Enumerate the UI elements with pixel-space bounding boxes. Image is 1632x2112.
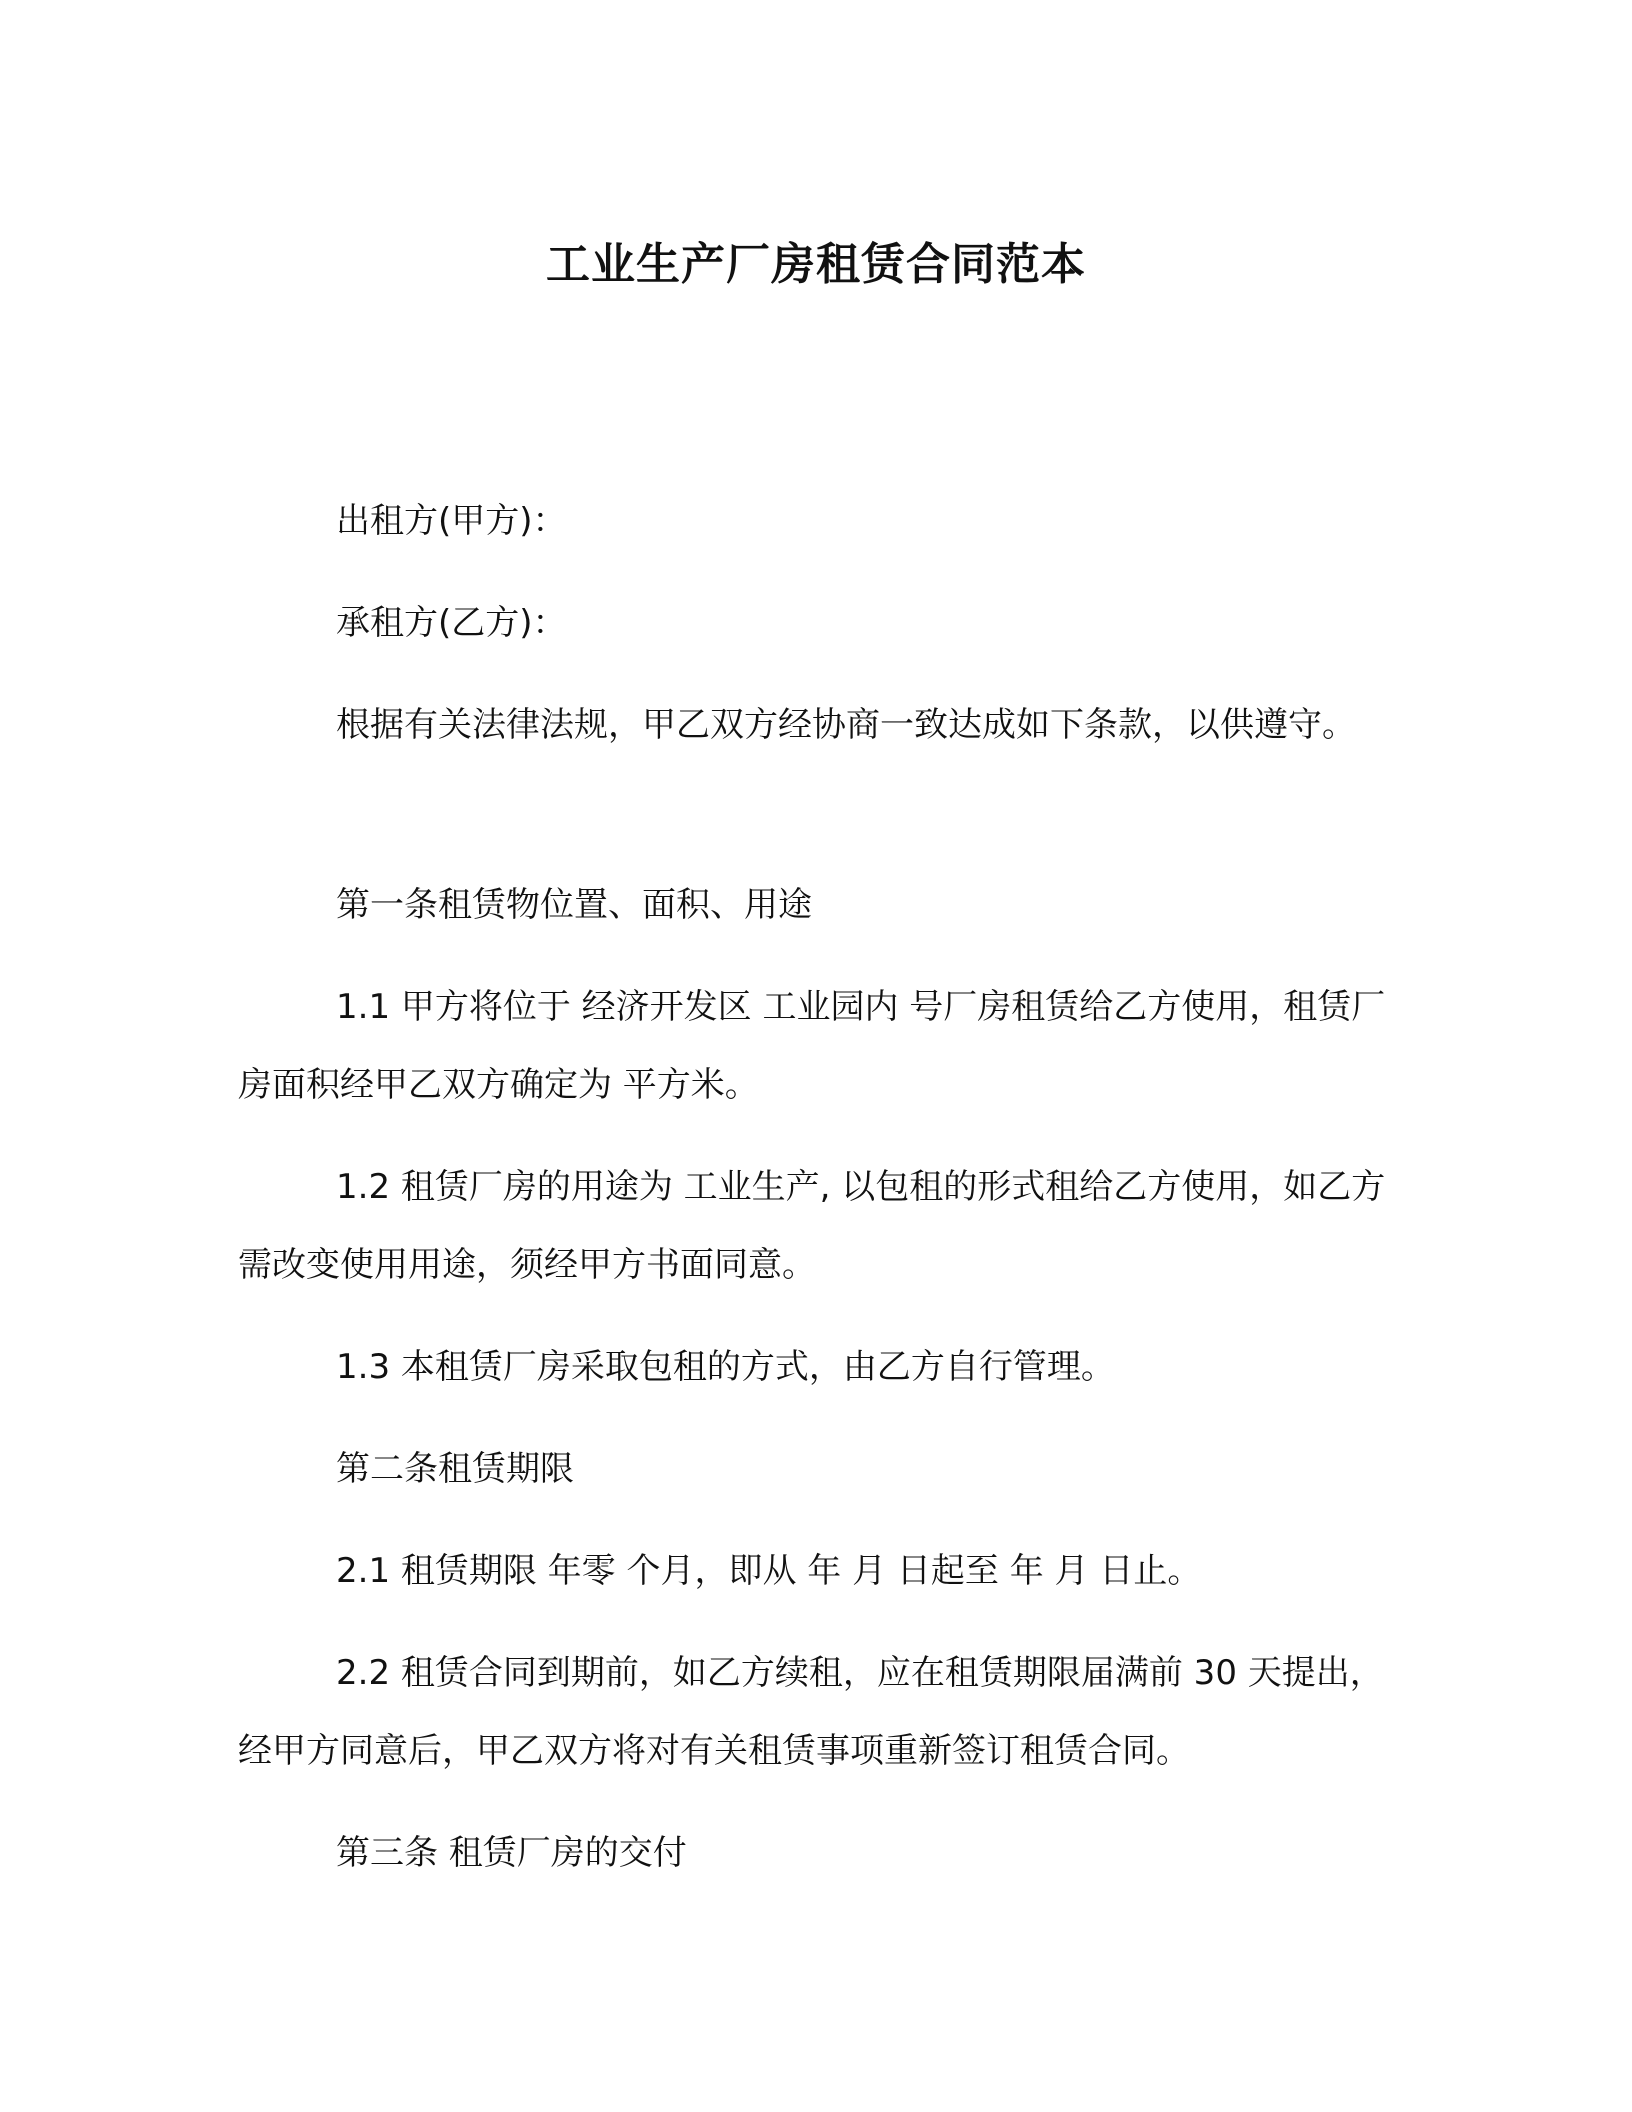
article-3-heading: 第三条 租赁厂房的交付 bbox=[336, 1833, 687, 1873]
clause-1-1: 1.1 甲方将位于 经济开发区 工业园内 号厂房租赁给乙方使用，租赁厂房面积经甲乙双方确定为 平方米。 bbox=[238, 987, 1386, 1105]
document-title: 工业生产厂房租赁合同范本 bbox=[546, 239, 1086, 290]
lessor-line: 出租方(甲方)： bbox=[336, 501, 567, 541]
clause-1-2: 1.2 租赁厂房的用途为 工业生产, 以包租的形式租给乙方使用，如乙方需改变使用用途，须经甲方书面同意。 bbox=[238, 1167, 1386, 1285]
article-2-heading: 第二条租赁期限 bbox=[336, 1449, 574, 1489]
clause-2-2: 2.2 租赁合同到期前，如乙方续租，应在租赁期限届满前 30 天提出，经甲方同意后，甲乙双方将对有关租赁事项重新签订租赁合同。 bbox=[238, 1653, 1384, 1771]
article-1-heading: 第一条租赁物位置、面积、用途 bbox=[336, 885, 812, 925]
lessee-line: 承租方(乙方)： bbox=[336, 603, 567, 643]
preamble-paragraph: 根据有关法律法规，甲乙双方经协商一致达成如下条款，以供遵守。 bbox=[336, 705, 1356, 745]
clause-1-3: 1.3 本租赁厂房采取包租的方式，由乙方自行管理。 bbox=[336, 1347, 1115, 1387]
clause-2-1: 2.1 租赁期限 年零 个月，即从 年 月 日起至 年 月 日止。 bbox=[336, 1551, 1202, 1591]
